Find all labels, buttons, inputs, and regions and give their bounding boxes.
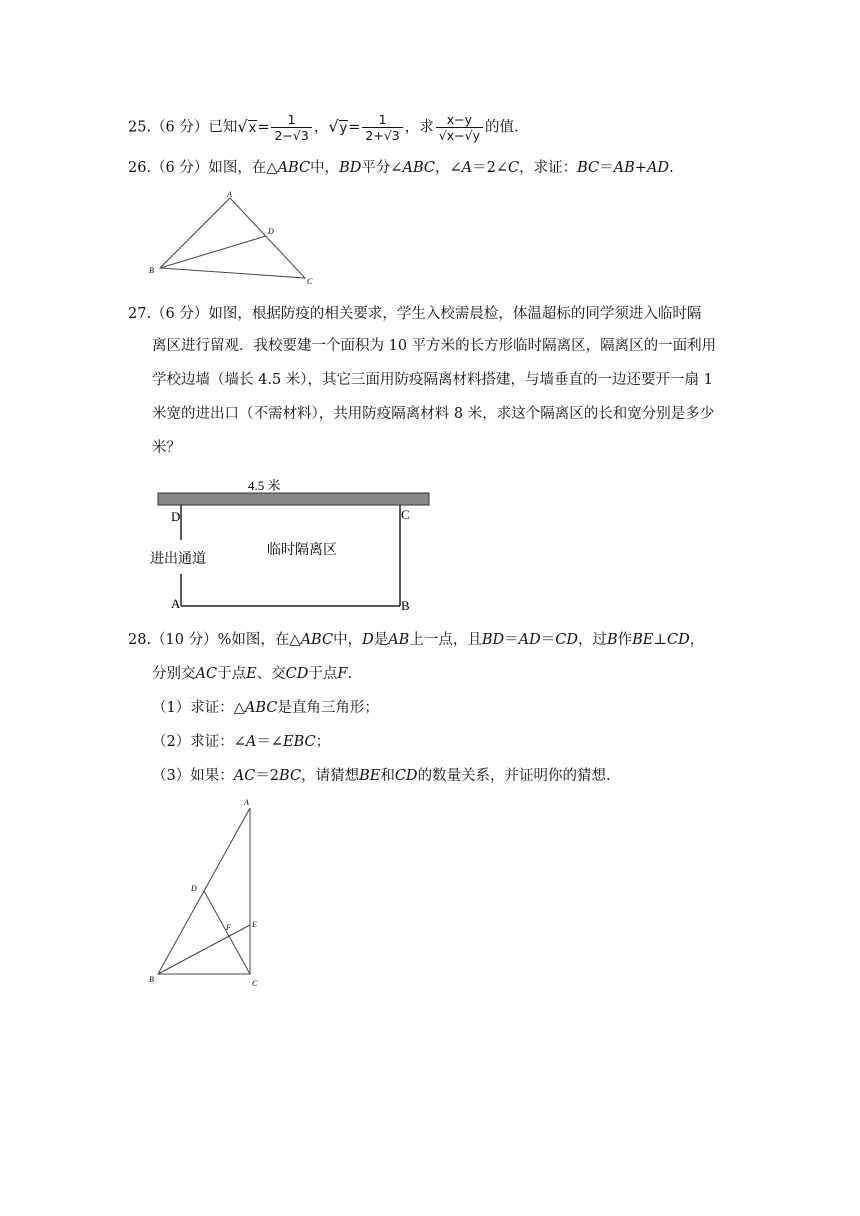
sqrt-x: √x bbox=[237, 116, 257, 136]
q28-part-2: （2）求证：∠A＝∠EBC； bbox=[152, 734, 331, 750]
q25-number: 25. bbox=[128, 119, 152, 136]
label-a: A bbox=[171, 596, 181, 611]
figure-28-triangle bbox=[140, 796, 280, 996]
question-26: 26.（6 分）如图，在△ABC中，BD平分∠ABC，∠A＝2∠C，求证：BC＝AB+AD. bbox=[128, 160, 674, 176]
entrance-label: 进出通道 bbox=[150, 552, 206, 567]
label-c: C bbox=[401, 507, 410, 522]
wall-length-label: 4.5 米 bbox=[248, 478, 281, 493]
fraction-y: $\frac{1}{2+√3}$ bbox=[362, 112, 402, 143]
wall-bar bbox=[158, 493, 429, 505]
q28-line-1: 28.（10 分）%如图，在△ABC中，D是AB上一点，且BD＝AD＝CD，过B作BE⊥CD， bbox=[128, 632, 705, 648]
label-a: A bbox=[227, 190, 232, 199]
q27-line-4: 米宽的进出口（不需材料），共用防疫隔离材料 8 米，求这个隔离区的长和宽分别是多少 bbox=[152, 406, 715, 422]
q27-line-5: 米？ bbox=[152, 440, 181, 456]
q27-line-1: 27.（6 分）如图，根据防疫的相关要求，学生入校需晨检，体温超标的同学须进入临时隔 bbox=[128, 306, 702, 322]
label-c: C bbox=[252, 979, 258, 988]
label-b: B bbox=[149, 975, 154, 984]
q25-score: （6 分） bbox=[151, 119, 209, 136]
figure-26-triangle bbox=[140, 188, 330, 288]
label-b: B bbox=[401, 598, 410, 613]
label-c: C bbox=[307, 277, 313, 286]
label-d: D bbox=[268, 227, 274, 236]
sqrt-y: √y bbox=[328, 116, 348, 136]
fraction-target: $\frac{x-y}{√x-√y}$ bbox=[436, 112, 483, 143]
figure-27-isolation-zone bbox=[150, 472, 440, 617]
label-d: D bbox=[171, 509, 181, 524]
zone-label: 临时隔离区 bbox=[267, 543, 337, 558]
fraction-x: $\frac{1}{2-√3}$ bbox=[271, 112, 311, 143]
q27-line-3: 学校边墙（墙长 4.5 米），其它三面用防疫隔离材料搭建，与墙垂直的一边还要开一扇 1 bbox=[152, 372, 713, 388]
q27-line-2: 离区进行留观．我校要建一个面积为 10 平方米的长方形临时隔离区，隔离区的一面利用 bbox=[152, 338, 717, 354]
q28-part-1: （1）求证：△ABC是直角三角形； bbox=[152, 700, 379, 716]
label-a: A bbox=[244, 798, 249, 807]
label-d: D bbox=[191, 884, 197, 893]
question-25: 25.（6 分）已知√x= $\frac{1}{2-√3}$ ，√y= $\frac{1}{2+√3}$ ，求 $\frac{x-y}{√x-√y}$ 的值. bbox=[128, 112, 519, 143]
label-f: F bbox=[226, 923, 231, 932]
label-e: E bbox=[252, 920, 257, 929]
q28-line-2: 分别交AC于点E、交CD于点F. bbox=[152, 666, 353, 682]
label-b: B bbox=[149, 266, 154, 275]
q28-part-3: （3）如果：AC＝2BC，请猜想BE和CD的数量关系，并证明你的猜想. bbox=[152, 768, 611, 784]
